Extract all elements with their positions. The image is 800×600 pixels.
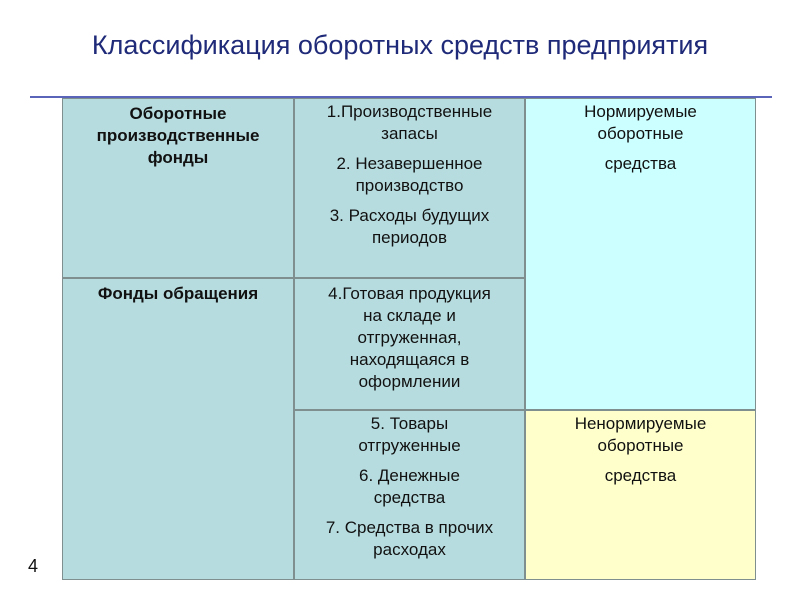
production-funds-line-3: фонды	[147, 148, 209, 167]
normalized-line-1: Нормируемые	[584, 102, 697, 121]
item7-line-2: расходах	[373, 540, 446, 559]
item6-line-1: 6. Денежные	[359, 466, 460, 485]
page-number: 4	[28, 556, 39, 576]
item5-line-1: 5. Товары	[370, 414, 449, 433]
item5-line-2: отгруженные	[358, 436, 461, 455]
circulation-funds-label: Фонды обращения	[97, 284, 259, 303]
cell-item-4	[294, 278, 525, 410]
item2-line-2: производство	[355, 176, 464, 195]
item4-line-4: находящаяся в	[349, 350, 470, 369]
production-funds-line-1: Оборотные	[129, 104, 227, 123]
non-normalized-line-3: средства	[604, 466, 677, 485]
item2-line-1: 2. Незавершенное	[336, 154, 483, 173]
normalized-line-3: средства	[604, 154, 677, 173]
item1-line-1: 1.Производственные	[326, 102, 493, 121]
item3-line-1: 3. Расходы будущих	[329, 206, 490, 225]
slide-title: Классификация оборотных средств предприятия	[91, 30, 709, 60]
item7-line-1: 7. Средства в прочих	[325, 518, 494, 537]
item1-line-2: запасы	[381, 124, 438, 143]
item4-line-3: отгруженная,	[357, 328, 462, 347]
cell-non-normalized-assets	[525, 410, 756, 580]
cell-items-5-7	[294, 410, 525, 580]
item4-line-5: оформлении	[358, 372, 461, 391]
cell-items-1-3	[294, 98, 525, 278]
cell-normalized-assets	[525, 98, 756, 410]
production-funds-line-2: производственные	[96, 126, 260, 145]
item4-line-1: 4.Готовая продукция	[328, 284, 491, 303]
cell-circulation-funds	[62, 278, 294, 580]
item3-line-2: периодов	[371, 228, 448, 247]
non-normalized-line-1: Ненормируемые	[574, 414, 707, 433]
item4-line-2: на складе и	[363, 306, 456, 325]
item6-line-2: средства	[373, 488, 446, 507]
normalized-line-2: оборотные	[597, 124, 684, 143]
cell-production-funds	[62, 98, 294, 278]
non-normalized-line-2: оборотные	[597, 436, 684, 455]
